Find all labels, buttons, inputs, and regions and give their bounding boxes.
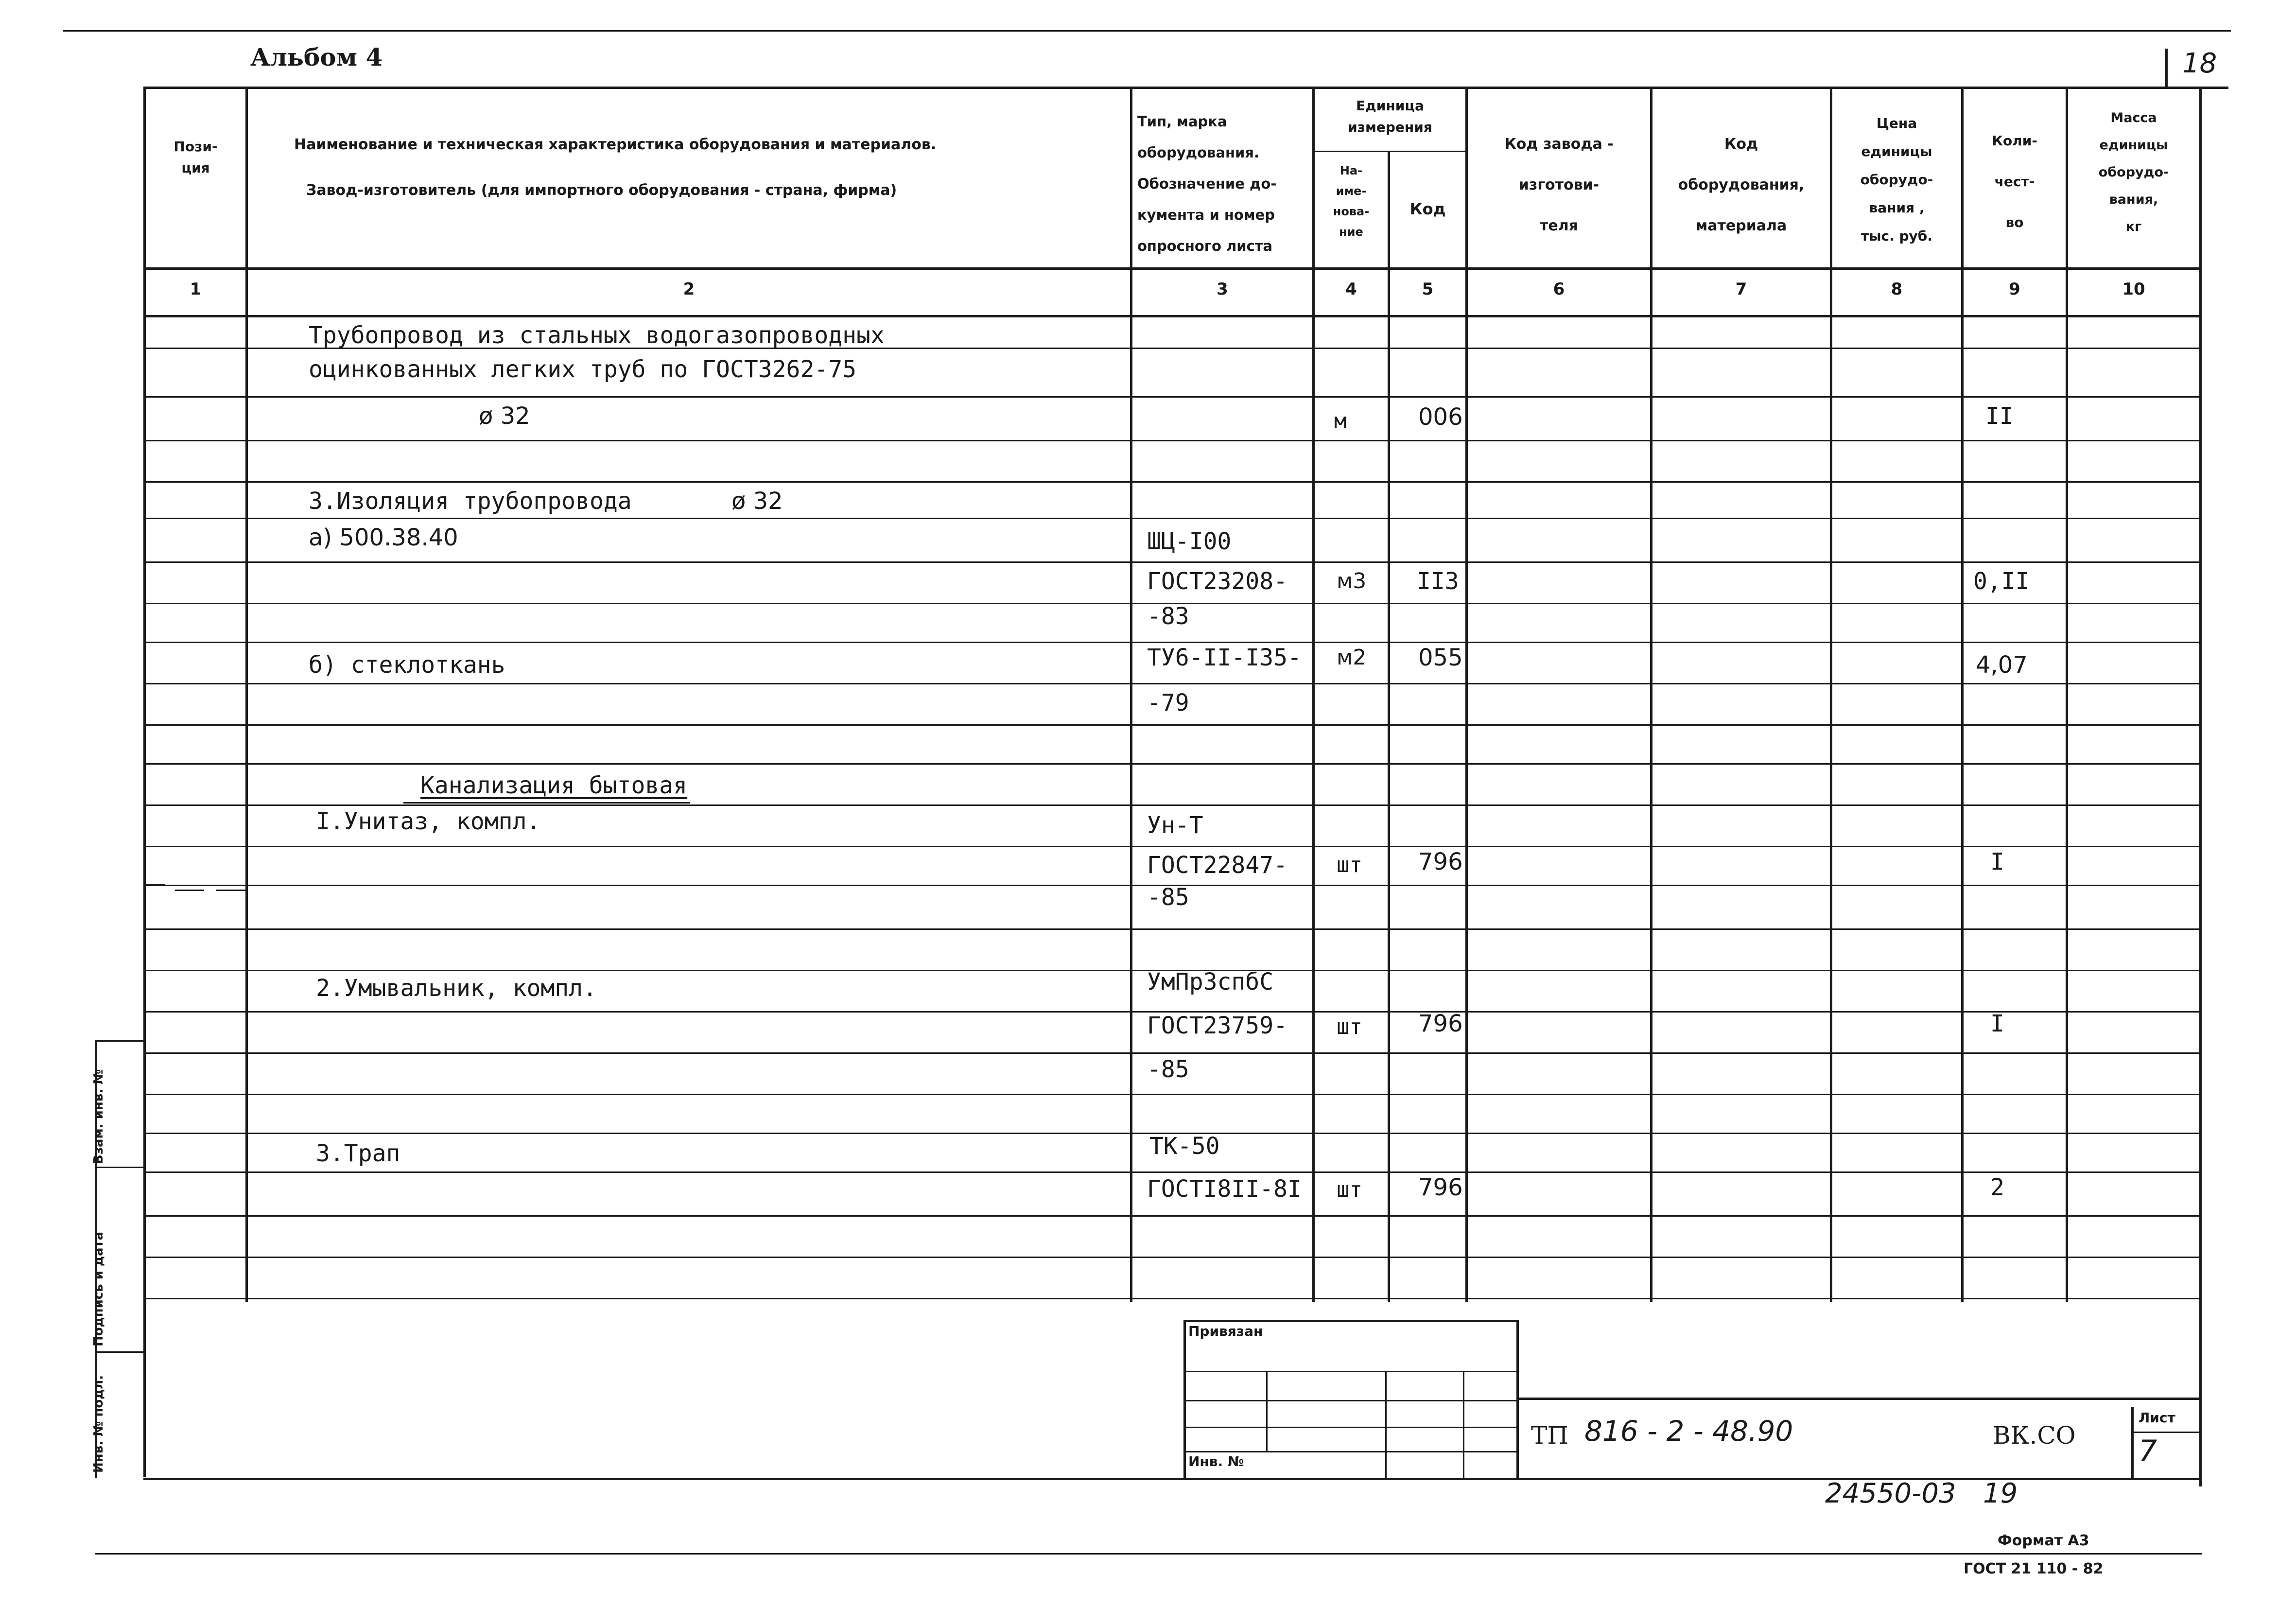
header-position: Пози- ция [174, 139, 218, 176]
header-bottom-line [143, 267, 2202, 270]
col-number-9: 9 [2009, 280, 2020, 299]
cut-mark-1 [143, 884, 165, 885]
row-6-type: ГОСТ23208- [1147, 568, 1287, 595]
col-number-7: 7 [1735, 280, 1747, 299]
row-line [143, 396, 2202, 398]
row-17-name: 3.Трап [316, 1140, 400, 1167]
header-name-line1: Наименование и техническая характеристика оборудования и материалов. [294, 136, 937, 153]
col-number-10: 10 [2122, 280, 2145, 299]
row-12-type: ГОСТ22847- [1147, 852, 1287, 879]
header-factory-code: Код завода - изготови- теля [1504, 136, 1614, 234]
row-line [143, 561, 2202, 563]
row-16-type: -85 [1147, 1056, 1189, 1083]
row-11-type: Ун-Т [1147, 812, 1203, 839]
stamp-bound-top [1183, 1320, 1519, 1322]
row-4-name: 3.Изоляция трубопровода [309, 488, 632, 515]
side-box-line-1 [95, 1167, 143, 1168]
header-unit-group: Единица измерения [1348, 98, 1432, 135]
row-line [143, 846, 2202, 847]
row-line [143, 440, 2202, 441]
row-12-code: 796 [1418, 848, 1463, 875]
col-number-6: 6 [1553, 280, 1565, 299]
row-13-type: -85 [1147, 884, 1189, 911]
row-6-code: II3 [1417, 568, 1459, 595]
row-line [143, 763, 2202, 765]
archive-number: 24550-03 [1825, 1478, 1956, 1509]
row-18-code: 796 [1418, 1174, 1463, 1201]
footer-gost: ГОСТ 21 110 - 82 [1964, 1560, 2104, 1577]
col-number-3: 3 [1217, 280, 1228, 299]
row-8-type: ТУ6-II-I35- [1147, 644, 1302, 671]
section-underline [403, 802, 690, 804]
row-15-qty: I [1990, 1010, 2004, 1037]
col-number-8: 8 [1891, 280, 1903, 299]
stamp-inv-label: Инв. № [1188, 1453, 1244, 1469]
frame-right [2199, 87, 2202, 1486]
header-price: Цена единицы оборудо- вания , тыс. руб. [1860, 115, 1933, 244]
side-label-sign: Подпись и дата [91, 1231, 106, 1346]
row-3-qty: II [1985, 402, 2014, 430]
row-8-unit: м2 [1337, 645, 1367, 670]
row-1-name: Трубопровод из стальных водогазопроводных [309, 322, 885, 349]
row-12-unit: шт [1337, 853, 1362, 877]
header-unit-code: Код [1409, 200, 1446, 218]
row-line [143, 518, 2202, 519]
row-line [143, 1171, 2202, 1173]
stamp-project-code: 816 - 2 - 48.90 [1584, 1415, 1793, 1448]
row-15-unit: шт [1337, 1014, 1362, 1039]
section-title: Канализация бытовая [420, 772, 688, 799]
row-line [143, 1052, 2202, 1054]
stamp-title-top [1516, 1398, 2202, 1400]
header-type: Тип, марка оборудования. Обозначение до- кумента и номер опросного листа [1137, 113, 1277, 254]
col-number-2: 2 [683, 280, 695, 299]
stamp-bound-row-1 [1183, 1371, 1519, 1372]
stamp-bound-col-2 [1385, 1371, 1387, 1478]
side-label-replace: Взам. инв. № [91, 1069, 106, 1164]
footer-format: Формат А3 [1998, 1532, 2089, 1549]
row-line [143, 1215, 2202, 1217]
unit-group-line [1312, 151, 1465, 152]
side-box-line-2 [95, 1351, 143, 1353]
top-rule [63, 30, 2231, 32]
stamp-project-prefix: ТП [1531, 1421, 1568, 1450]
row-17-type: ТК-50 [1149, 1133, 1220, 1160]
row-3-name: ø 32 [479, 402, 530, 430]
stamp-sheet-label: Лист [2139, 1410, 2175, 1426]
header-quantity: Коли- чест- во [1992, 133, 2037, 230]
header-mass: Масса единицы оборудо- вания, кг [2098, 110, 2169, 234]
stamp-bound-row-2 [1183, 1400, 1519, 1401]
row-5-name: а) 500.38.40 [309, 524, 458, 551]
numbers-bottom-line [143, 315, 2202, 317]
row-7-type: -83 [1147, 603, 1189, 630]
row-15-type: ГОСТ23759- [1147, 1012, 1287, 1039]
stamp-sheet-left [2131, 1407, 2134, 1478]
row-14-name: 2.Умывальник, компл. [316, 975, 597, 1002]
row-2-name: оцинкованных легких труб по ГОСТ3262-75 [309, 356, 857, 383]
stamp-sheet-number: 7 [2139, 1434, 2157, 1468]
header-equipment-code: Код оборудования, материала [1678, 136, 1805, 234]
col-number-5: 5 [1422, 280, 1434, 299]
row-line [143, 804, 2202, 806]
album-title: Альбом 4 [250, 43, 383, 71]
outer-bottom-rule [95, 1553, 2202, 1555]
stamp-bound-row-3 [1183, 1427, 1519, 1428]
row-6-qty: 0,II [1973, 568, 2030, 595]
frame-top [143, 87, 2228, 89]
col-number-1: 1 [190, 280, 202, 299]
row-line [143, 683, 2202, 684]
row-line [143, 928, 2202, 930]
stamp-bound-label: Привязан [1188, 1323, 1263, 1339]
row-3-unit: м [1334, 409, 1347, 433]
cut-mark-2 [175, 890, 204, 891]
row-9-type: -79 [1147, 689, 1189, 717]
stamp-bound-col-1 [1266, 1371, 1268, 1451]
row-8-name: б) стеклоткань [309, 651, 505, 679]
row-12-qty: I [1990, 848, 2004, 875]
stamp-sheet-code: ВК.СО [1993, 1421, 2076, 1450]
page-number: 18 [2182, 48, 2217, 79]
col-line-4 [1388, 151, 1390, 1302]
row-line [143, 1257, 2202, 1258]
row-4-extra: ø 32 [731, 488, 783, 515]
row-11-name: I.Унитаз, компл. [316, 808, 541, 835]
archive-page: 19 [1983, 1478, 2018, 1509]
stamp-bound-col-3 [1463, 1371, 1464, 1478]
side-box-top [95, 1040, 143, 1042]
stamp-bound-left [1183, 1320, 1186, 1478]
row-line [143, 642, 2202, 643]
row-6-unit: м3 [1337, 569, 1367, 594]
cut-mark-3 [216, 890, 245, 891]
row-8-qty: 4,07 [1976, 651, 2028, 679]
row-line [143, 1298, 2202, 1299]
row-line [143, 481, 2202, 483]
header-unit-name: На- име- нова- ние [1333, 164, 1370, 239]
row-14-type: УмПр3спбС [1147, 968, 1274, 996]
row-line [143, 1094, 2202, 1095]
row-5-type: ШЦ-I00 [1147, 528, 1232, 555]
side-label-inv: Инв. № подл. [91, 1375, 106, 1473]
row-18-unit: шт [1337, 1177, 1362, 1202]
row-8-code: 055 [1418, 644, 1463, 671]
row-line [143, 724, 2202, 726]
row-15-code: 796 [1418, 1010, 1463, 1037]
page-number-box-left [2165, 49, 2168, 87]
row-18-type: ГОСТI8II-8I [1147, 1175, 1302, 1203]
row-3-code: 006 [1418, 403, 1463, 431]
stamp-sheet-divider [2131, 1432, 2202, 1433]
col-number-4: 4 [1345, 280, 1357, 299]
row-18-qty: 2 [1990, 1174, 2004, 1201]
header-name-line2: Завод-изготовитель (для импортного оборудования - страна, фирма) [306, 182, 897, 199]
stamp-bound-row-4 [1183, 1451, 1519, 1452]
